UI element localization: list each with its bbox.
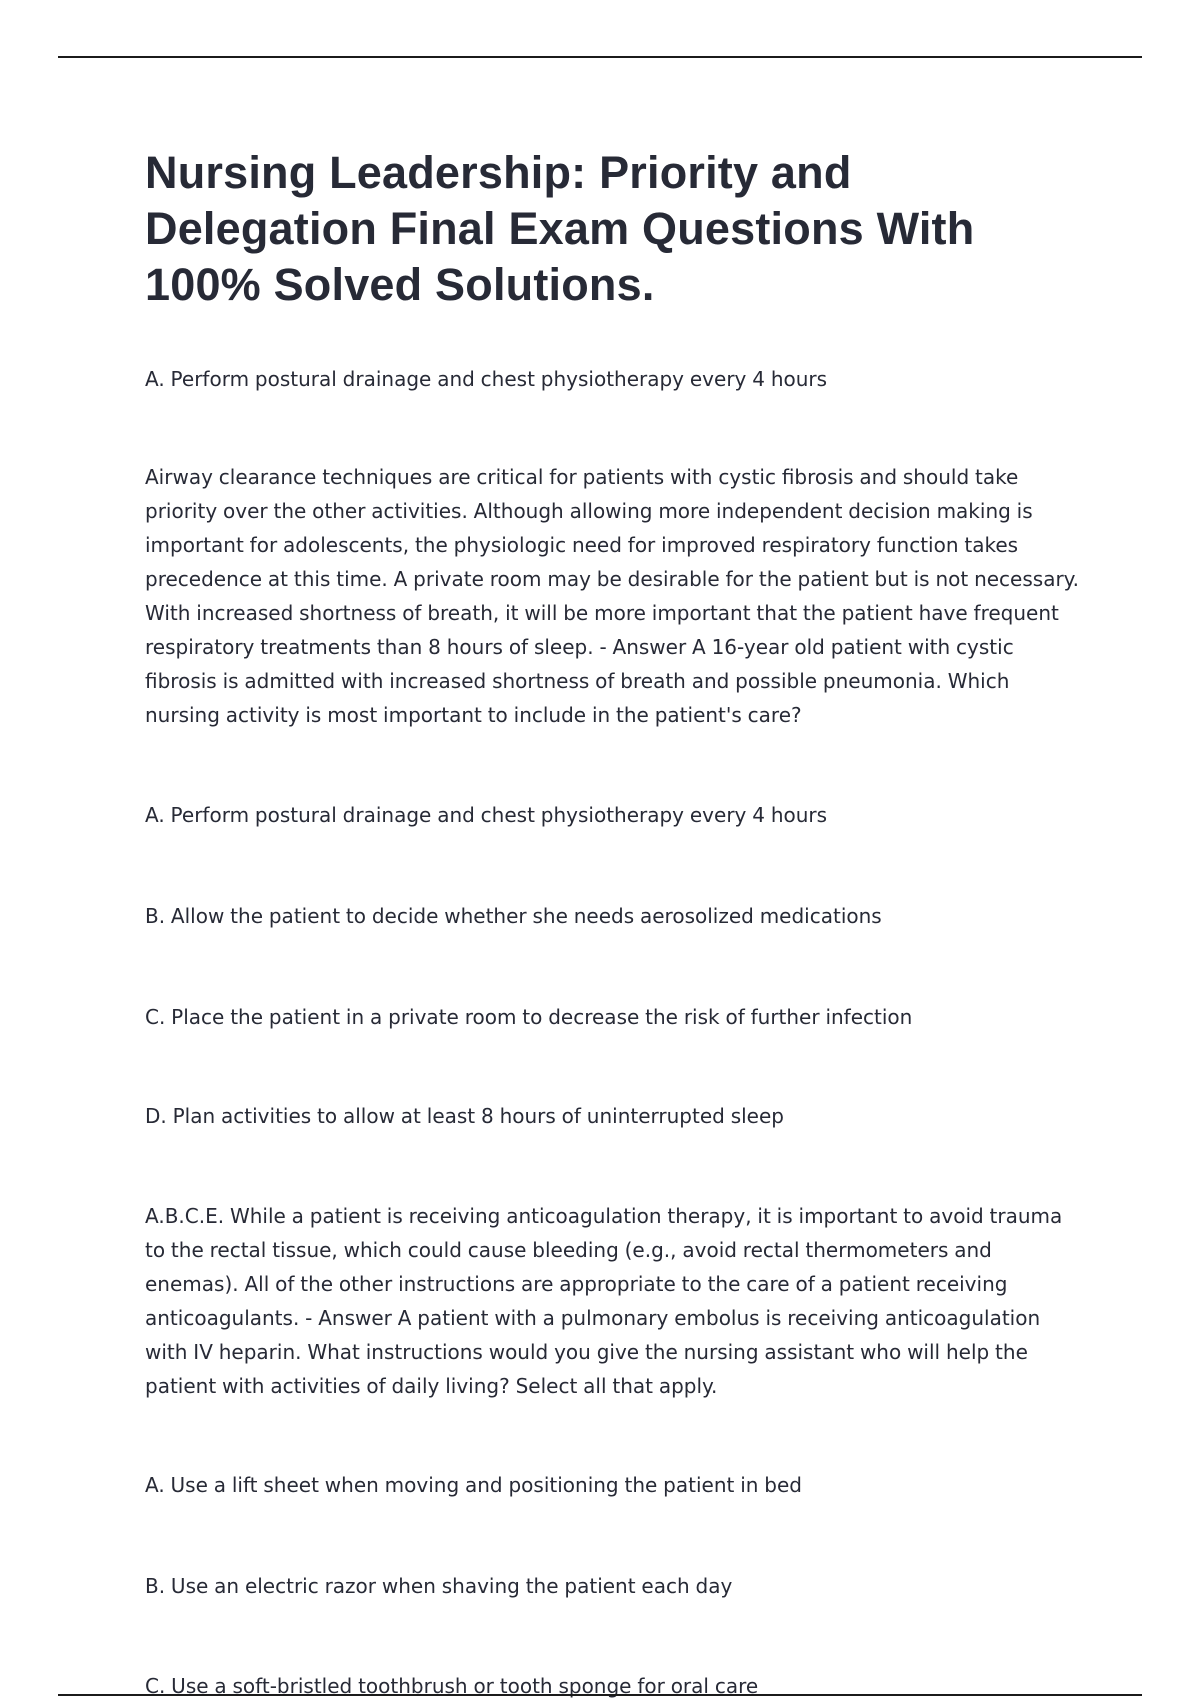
paragraph-option-1b: B. Allow the patient to decide whether she needs aerosolized medications bbox=[145, 904, 882, 928]
paragraph-rationale-2: A.B.C.E. While a patient is receiving anticoagulation therapy, it is important to avoid trauma to the rectal tissue, which could cause bleeding (e.g., avoid rectal thermometers and enemas). All of the other instructions are appropriate to the care of a patient receiving anticoagulants. - Answer A patient with a pulmonary embolus is receiving anticoagulation with IV heparin. What instructions would you give the nursing assistant who will help the patient with activities of daily living? Select all that apply. bbox=[145, 1204, 1063, 1398]
paragraph-option-1a: A. Perform postural drainage and chest physiotherapy every 4 hours bbox=[145, 803, 828, 827]
paragraph-option-2a: A. Use a lift sheet when moving and positioning the patient in bed bbox=[145, 1473, 802, 1497]
paragraph-answer-1: A. Perform postural drainage and chest physiotherapy every 4 hours bbox=[145, 367, 828, 391]
paragraph-option-1d: D. Plan activities to allow at least 8 hours of uninterrupted sleep bbox=[145, 1104, 784, 1128]
paragraph-rationale-1: Airway clearance techniques are critical for patients with cystic fibrosis and should take priority over the other activities. Although allowing more independent decision making is important for adolescents, the physiologic need for improved respiratory function takes precedence at this time. A private room may be desirable for the patient but is not necessary. With increased shortness of breath, it will be more important that the patient have frequent respiratory treatments than 8 hours of sleep. - Answer A 16-year old patient with cystic fibrosis is admitted with increased shortness of breath and possible pneumonia. Which nursing activity is most important to include in the patient's care? bbox=[145, 465, 1080, 727]
top-rule bbox=[58, 56, 1142, 58]
paragraph-option-1c: C. Place the patient in a private room to decrease the risk of further infection bbox=[145, 1005, 913, 1029]
bottom-rule bbox=[58, 1694, 1142, 1696]
document-page bbox=[145, 145, 1085, 313]
paragraph-option-2b: B. Use an electric razor when shaving the patient each day bbox=[145, 1574, 733, 1598]
paragraph-option-2c: C. Use a soft-bristled toothbrush or tooth sponge for oral care bbox=[145, 1674, 759, 1698]
document-title: Nursing Leadership: Priority and Delegation Final Exam Questions With 100% Solved Solutions. bbox=[145, 147, 975, 310]
